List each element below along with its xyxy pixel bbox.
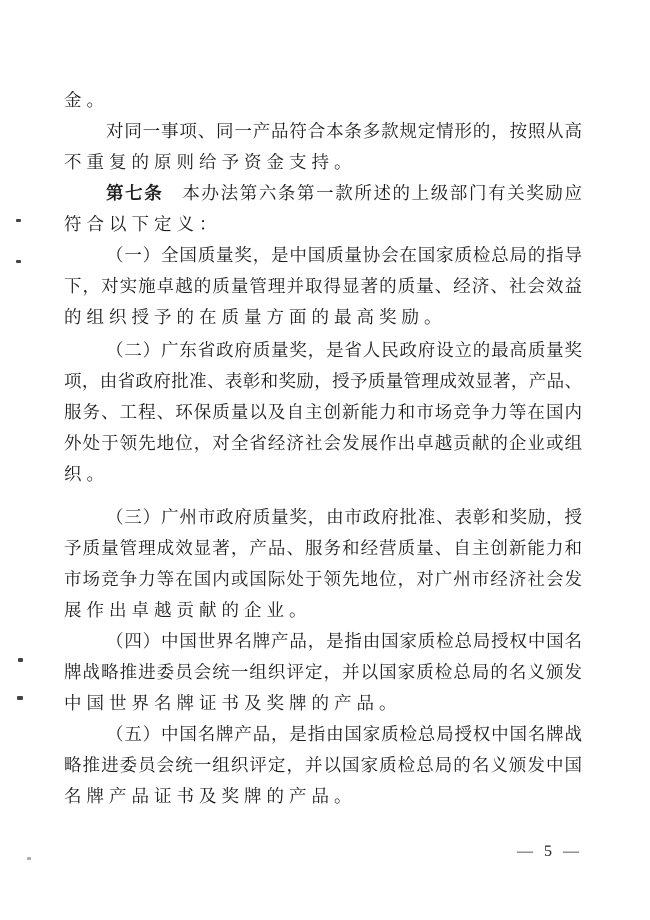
text-line <box>64 750 582 781</box>
line-text: 展作出卓越贡献的企业。 <box>64 600 312 620</box>
line-text: 下，对实施卓越的质量管理并取得显著的质量、经济、社会效益 <box>64 276 582 296</box>
line-text: 对同一事项、同一产品符合本条多款规定情形的，按照从高 <box>106 121 582 141</box>
text-line <box>64 209 582 240</box>
text-line <box>64 116 582 147</box>
line-text: （二）广东省政府质量奖，是省人民政府设立的最高质量奖 <box>106 340 582 360</box>
line-text: 外处于领先地位，对全省经济社会发展作出卓越贡献的企业或组 <box>64 433 582 453</box>
line-text: （四）中国世界名牌产品，是指由国家质检总局授权中国名 <box>106 631 582 651</box>
line-text: 项，由省政府批准、表彰和奖励，授予质量管理成效显著，产品、 <box>64 371 582 391</box>
line-text: 名牌产品证书及奖牌的产品。 <box>64 786 357 806</box>
text-line <box>64 533 582 564</box>
text-line <box>64 240 582 271</box>
text-line <box>64 781 582 812</box>
text-line <box>64 428 582 459</box>
line-text: （五）中国名牌产品，是指由国家质检总局授权中国名牌战 <box>106 724 582 744</box>
line-text: 予质量管理成效显著，产品、服务和经营质量、自主创新能力和 <box>64 538 582 558</box>
scan-speck <box>18 658 23 662</box>
line-text: 符合以下定义： <box>64 214 222 234</box>
line-text: 略推进委员会统一组织评定，并以国家质检总局的名义颁发中国 <box>64 755 582 775</box>
document-body <box>64 85 582 812</box>
line-text: 织。 <box>64 464 109 484</box>
text-line <box>64 302 582 333</box>
scan-speck <box>27 857 31 860</box>
scan-speck <box>17 696 23 700</box>
text-line <box>64 459 582 490</box>
text-line <box>64 366 582 397</box>
page-number: — 5 — <box>517 843 580 860</box>
text-line <box>64 147 582 178</box>
line-text: 本办法第六条第一款所述的上级部门有关奖励应 <box>163 183 582 203</box>
line-text: 市场竞争力等在国内或国际处于领先地位，对广州市经济社会发 <box>64 569 582 589</box>
text-line <box>64 178 582 209</box>
text-line <box>64 397 582 428</box>
text-line <box>64 719 582 750</box>
line-text: 牌战略推进委员会统一组织评定，并以国家质检总局的名义颁发 <box>64 662 582 682</box>
text-line <box>64 564 582 595</box>
line-text: 的组织授予的在质量方面的最高奖励。 <box>64 307 447 327</box>
text-line <box>64 595 582 626</box>
text-line <box>64 85 582 116</box>
text-line <box>64 688 582 719</box>
scan-speck <box>16 260 21 263</box>
text-line <box>64 626 582 657</box>
line-text: 服务、工程、环保质量以及自主创新能力和市场竞争力等在国内 <box>64 402 582 422</box>
text-line <box>64 271 582 302</box>
text-line <box>64 502 582 533</box>
line-text: 金。 <box>64 90 109 110</box>
text-line <box>64 657 582 688</box>
article-number: 第七条 <box>106 183 164 203</box>
text-line <box>64 335 582 366</box>
line-text: 不重复的原则给予资金支持。 <box>64 152 357 172</box>
line-text: 中国世界名牌证书及奖牌的产品。 <box>64 693 402 713</box>
line-text: （一）全国质量奖，是中国质量协会在国家质检总局的指导 <box>106 245 582 265</box>
line-text: （三）广州市政府质量奖，由市政府批准、表彰和奖励，授 <box>106 507 582 527</box>
scan-speck <box>16 219 21 222</box>
